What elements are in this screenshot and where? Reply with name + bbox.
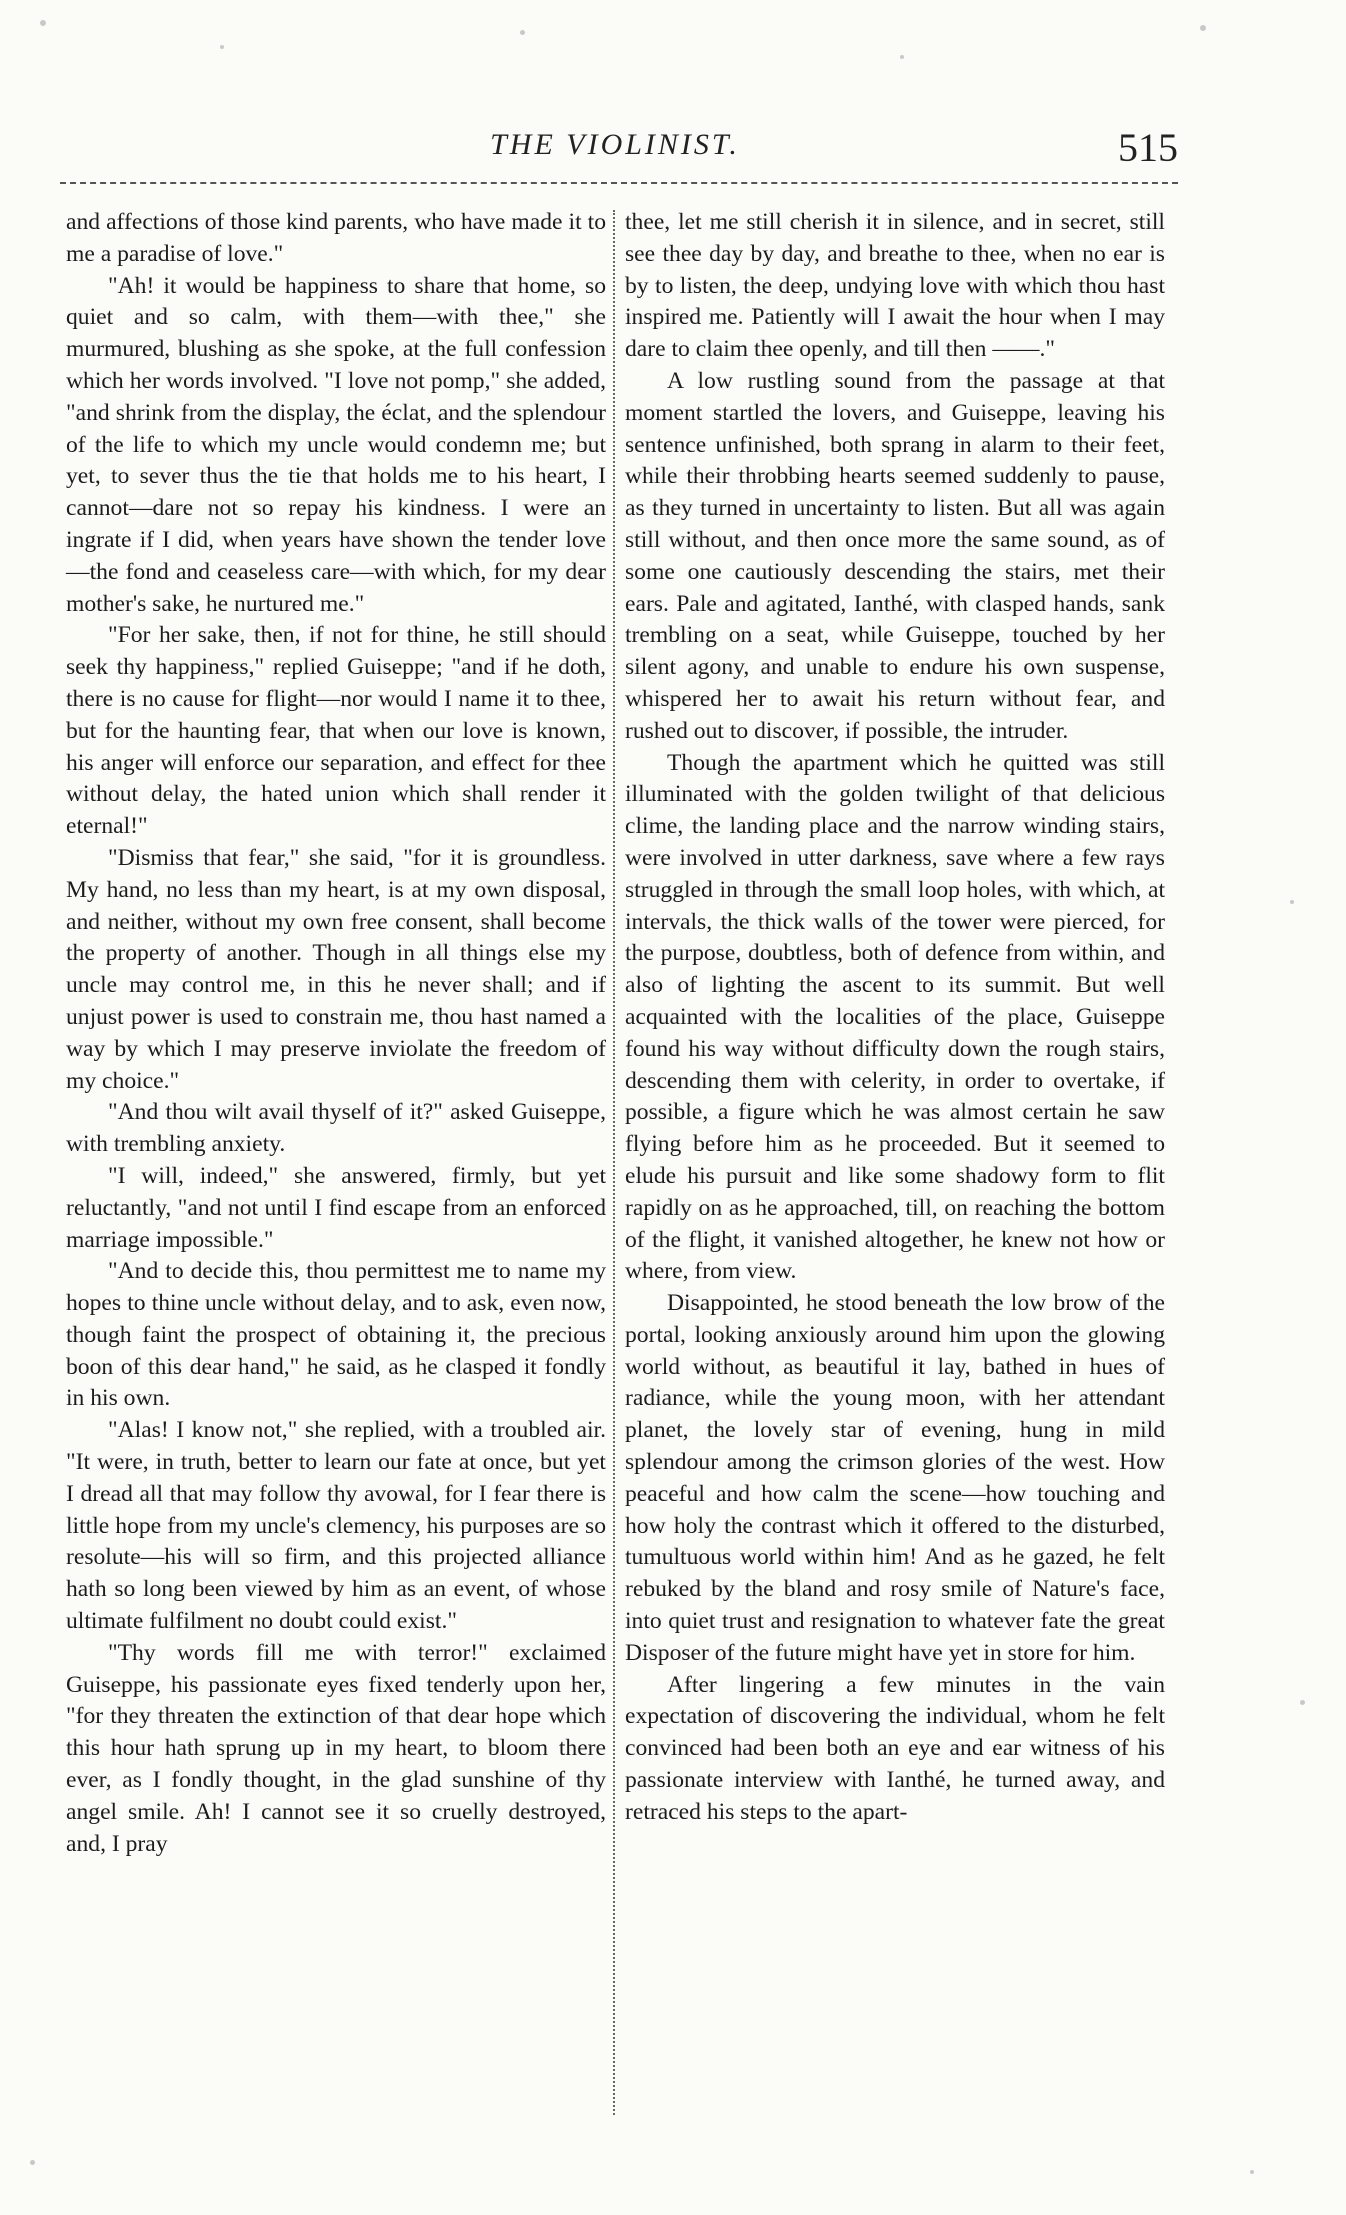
- scan-speck: [1250, 2170, 1254, 2174]
- paragraph: "Ah! it would be happiness to share that home, so quiet and so calm, with them—with thee," she murmured, blushing as she spoke, at the full confession which her words involved. "I love not pomp," she added, "and shrink from the display, the éclat, and the splendour of the life to which my uncle would condemn me; but yet, to sever thus the tie that holds me to his heart, I cannot—dare not so repay his kindness. I were an ingrate if I did, when years have shown the tender love—the fond and ceaseless care—with which, for my dear mother's sake, he nurtured me.": [66, 272, 606, 617]
- paragraph: A low rustling sound from the passage at that moment startled the lovers, and Guiseppe, leaving his sentence unfinished, both sprang in alarm to their feet, while their throbbing hearts seemed suddenly to pause, as they turned in uncertainty to listen. But all was again still without, and then once more the same sound, as of some one cautiously descending the stairs, met their ears. Pale and agitated, Ianthé, with clasped hands, sank trembling on a seat, while Guiseppe, touched by her silent agony, and unable to endure his own suspense, whispered her to await his return without fear, and rushed out to discover, if possible, the intruder.: [625, 367, 1165, 744]
- paragraph: and affections of those kind parents, who have made it to me a paradise of love.": [66, 209, 606, 267]
- paragraph: "And to decide this, thou permittest me to name my hopes to thine uncle without delay, and to ask, even now, though faint the prospect of obtaining it, the precious boon of this dear hand," he said, as he clasped it fondly in his own.: [66, 1258, 606, 1412]
- scan-speck: [900, 55, 904, 59]
- paragraph: Though the apartment which he quitted was still illuminated with the golden twilight of that delicious clime, the landing place and the narrow winding stairs, were involved in utter darkness, save where a few rays struggled in through the small loop holes, with which, at intervals, the thick walls of the tower were pierced, for the purpose, doubtless, both of defence from within, and also of lighting the ascent to its summit. But well acquainted with the localities of the place, Guiseppe found his way without difficulty down the rough stairs, descending them with celerity, in order to overtake, if possible, a figure which he was almost certain he saw flying before him as he proceeded. But it seemed to elude his pursuit and like some shadowy form to flit rapidly on as he approached, till, on reaching the bottom of the flight, it vanished altogether, he knew not how or where, from view.: [625, 749, 1165, 1285]
- page-header: [60, 125, 1178, 178]
- right-column: [625, 207, 1165, 1829]
- scan-speck: [220, 45, 224, 49]
- paragraph: thee, let me still cherish it in silence, and in secret, still see thee day by day, and breathe to thee, when no ear is by to listen, the deep, undying love with which thou hast inspired me. Patiently will I await the hour when I may dare to claim thee openly, and till then ——.": [625, 209, 1165, 363]
- scan-speck: [1300, 1700, 1305, 1705]
- paragraph: After lingering a few minutes in the vain expectation of discovering the individual, whom he felt convinced had been both an eye and ear witness of his passionate interview with Ianthé, he turned away, and retraced his steps to the apart-: [625, 1671, 1165, 1825]
- running-title: THE VIOLINIST.: [490, 128, 740, 161]
- page-number: 515: [1118, 125, 1178, 170]
- column-divider: [613, 210, 615, 2115]
- paragraph: "Alas! I know not," she replied, with a troubled air. "It were, in truth, better to learn our fate at once, but yet I dread all that may follow thy avowal, for I fear there is little hope from my uncle's clemency, his purposes are so resolute—his will so firm, and this projected alliance hath so long been viewed by him as an event, of whose ultimate fulfilment no doubt could exist.": [66, 1417, 606, 1635]
- scan-speck: [30, 2160, 35, 2165]
- scan-speck: [1290, 900, 1294, 904]
- paragraph: "And thou wilt avail thyself of it?" asked Guiseppe, with trembling anxiety.: [66, 1099, 606, 1158]
- header-rule: [60, 182, 1178, 184]
- paragraph: "Dismiss that fear," she said, "for it is groundless. My hand, no less than my heart, is at my own disposal, and neither, without my own free consent, shall become the property of another. Though in all things else my uncle may control me, in this he never shall; and if unjust power is used to constrain me, thou hast named a way by which I may preserve inviolate the freedom of my choice.": [66, 844, 606, 1094]
- scan-speck: [1200, 25, 1206, 31]
- paragraph: "For her sake, then, if not for thine, he still should seek thy happiness," replied Guiseppe; "and if he doth, there is no cause for flight—nor would I name it to thee, but for the haunting fear, that when our love is known, his anger will enforce our separation, and effect for thee without delay, the hated union which shall render it eternal!": [66, 622, 606, 840]
- left-column: [66, 207, 606, 1860]
- scan-speck: [40, 20, 46, 26]
- paragraph: Disappointed, he stood beneath the low brow of the portal, looking anxiously around him upon the glowing world without, as beautiful it lay, bathed in hues of radiance, while the young moon, with her attendant planet, the lovely star of evening, hung in mild splendour among the crimson glories of the west. How peaceful and how calm the scene—how touching and how holy the contrast which it offered to the disturbed, tumultuous world within him! And as he gazed, he felt rebuked by the bland and rosy smile of Nature's face, into quiet trust and resignation to whatever fate the great Disposer of the future might have yet in store for him.: [625, 1290, 1165, 1666]
- paragraph: "Thy words fill me with terror!" exclaimed Guiseppe, his passionate eyes fixed tenderly upon her, "for they threaten the extinction of that dear hope which this hour hath sprung up in my heart, to bloom there ever, as I fondly thought, in the glad sunshine of thy angel smile. Ah! I cannot see it so cruelly destroyed, and, I pray: [66, 1639, 606, 1857]
- paragraph: "I will, indeed," she answered, firmly, but yet reluctantly, "and not until I find escape from an enforced marriage impossible.": [66, 1162, 606, 1253]
- scan-speck: [520, 30, 525, 35]
